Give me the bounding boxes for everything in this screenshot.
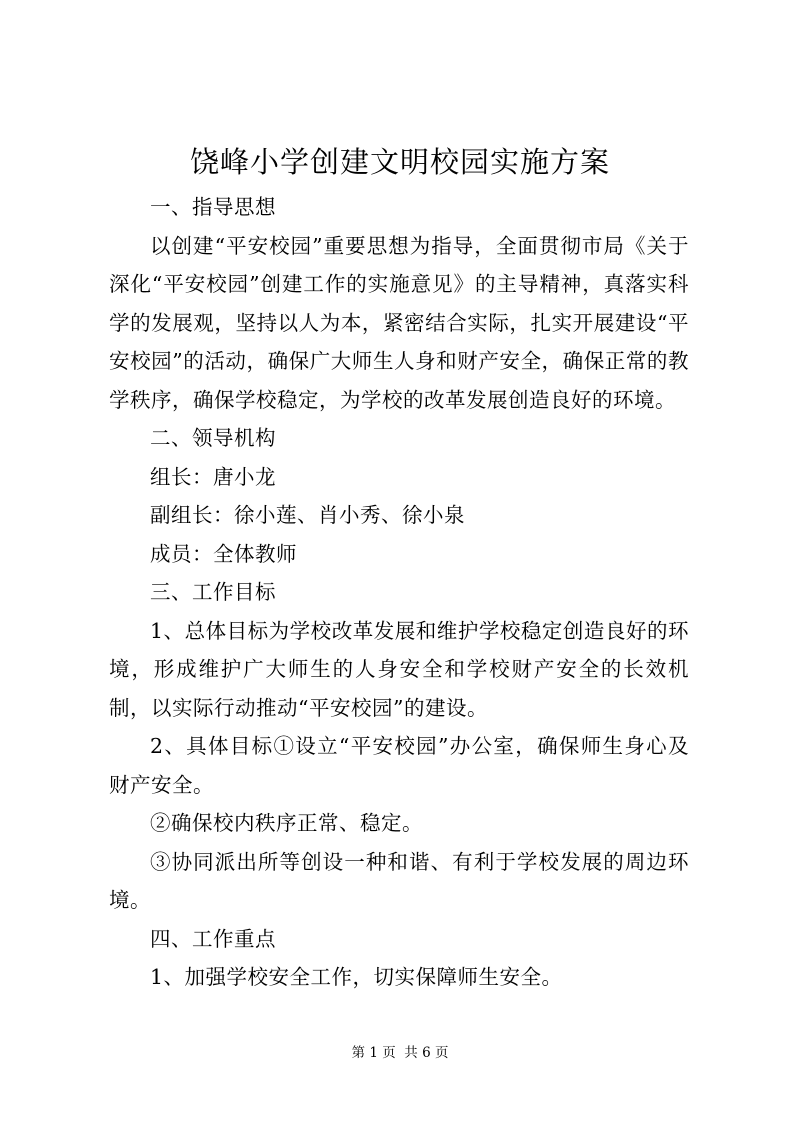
section-heading-leadership: 二、领导机构 bbox=[150, 426, 276, 450]
section-heading-guiding-thought: 一、指导思想 bbox=[150, 195, 276, 219]
document-body bbox=[109, 188, 689, 997]
page-number-label: 第 1 页 共 6 页 bbox=[351, 1045, 449, 1061]
paragraph-goal-order: ②确保校内秩序正常、稳定。 bbox=[150, 811, 423, 835]
paragraph-team-leader: 组长：唐小龙 bbox=[150, 464, 276, 489]
paragraph-focus-safety: 1、加强学校安全工作，切实保障师生安全。 bbox=[150, 965, 563, 989]
page-footer bbox=[0, 1043, 800, 1063]
paragraph-deputy-leaders: 副组长：徐小莲、肖小秀、徐小泉 bbox=[150, 503, 465, 527]
section-heading-goals: 三、工作目标 bbox=[150, 580, 276, 604]
section-heading-focus: 四、工作重点 bbox=[150, 926, 276, 951]
paragraph-overall-goal: 1、总体目标为学校改革发展和维护学校稳定创造良好的环境，形成维护广大师生的人身安全和学校财产安全的长效机制，以实际行动推动“平安校园”的建设。 bbox=[109, 618, 689, 720]
paragraph-goal-environment: ③协同派出所等创设一种和谐、有利于学校发展的周边环境。 bbox=[109, 849, 689, 912]
paragraph-specific-goal: 2、具体目标①设立“平安校园”办公室，确保师生身心及财产安全。 bbox=[109, 734, 689, 797]
paragraph-members: 成员：全体教师 bbox=[150, 541, 297, 566]
paragraph-guiding-thought: 以创建“平安校园”重要思想为指导，全面贯彻市局《关于深化“平安校园”创建工作的实施意见》的主导精神，真落实科学的发展观，坚持以人为本，紧密结合实际，扎实开展建设“平安校园”的活动，确保广大师生人身和财产安全，确保正常的教学秩序，确保学校稳定，为学校的改革发展创造良好的环境。 bbox=[109, 233, 689, 412]
document-title: 饶峰小学创建文明校园实施方案 bbox=[189, 145, 610, 179]
